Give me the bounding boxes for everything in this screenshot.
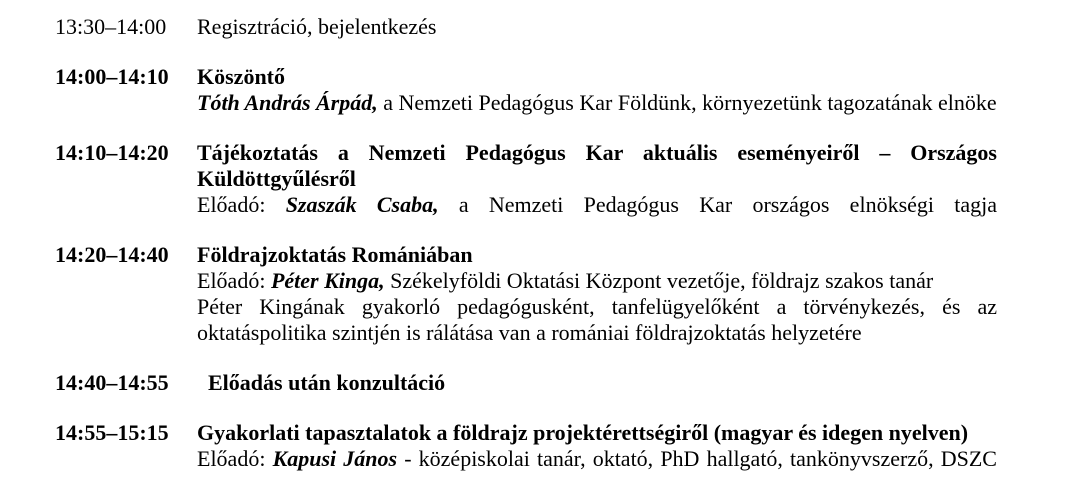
speaker-role: a Nemzeti Pedagógus Kar Földünk, környezetünk tagozatának elnöke [377,90,997,115]
speaker-name: Kapusi János [272,446,398,471]
time-slot: 14:40–14:55 [55,370,169,395]
session-title: Földrajzoktatás Romániában [197,242,473,267]
session-content [197,370,997,396]
session-content [197,420,997,472]
schedule-row-registration [55,14,1079,40]
session-content [197,14,997,40]
session-description: Péter Kingának gyakorló pedagógusként, tanfelügyelőként a törvénykezés, és az oktatáspolitika szintjén is rálátása van a romániai földrajzoktatás helyzetére [197,294,997,345]
speaker-name: Szaszák Csaba, [285,192,439,217]
schedule-row-npk-news [55,140,1079,218]
speaker-role: Székelyföldi Oktatási Központ vezetője, földrajz szakos tanár [384,268,934,293]
schedule-row-romania [55,242,1079,346]
time-slot: 14:20–14:40 [55,242,169,267]
speaker-label: Előadó: [197,446,273,471]
schedule-row-welcome [55,64,1079,116]
session-content [197,64,997,116]
speaker-line [197,446,997,472]
session-title: Gyakorlati tapasztalatok a földrajz projektérettségiről (magyar és idegen nyelven) [197,420,969,445]
schedule-row-consultation [55,370,1079,396]
schedule-row-project-exam [55,420,1079,472]
speaker-name: Tóth András Árpád, [197,90,378,115]
speaker-line [197,268,997,294]
session-title: Regisztráció, bejelentkezés [197,14,437,39]
time-slot: 14:55–15:15 [55,420,169,445]
session-title: Előadás után konzultáció [197,370,446,395]
session-title: Tájékoztatás a Nemzeti Pedagógus Kar aktuális eseményeiről – Országos Küldöttgyűlésről [197,140,997,191]
time-slot: 14:10–14:20 [55,140,169,165]
speaker-line [197,90,997,116]
speaker-role: - középiskolai tanár, oktató, PhD hallgató, tankönyvszerző, DSZC [397,446,997,471]
speaker-label: Előadó: [197,192,286,217]
time-slot: 14:00–14:10 [55,64,169,89]
speaker-role: a Nemzeti Pedagógus Kar országos elnökségi tagja [438,192,998,217]
time-slot: 13:30–14:00 [55,14,167,39]
session-content [197,242,997,346]
speaker-name: Péter Kinga, [270,268,385,293]
speaker-label: Előadó: [197,268,271,293]
session-title: Köszöntő [197,64,285,89]
session-content [197,140,997,218]
speaker-line [197,192,997,218]
